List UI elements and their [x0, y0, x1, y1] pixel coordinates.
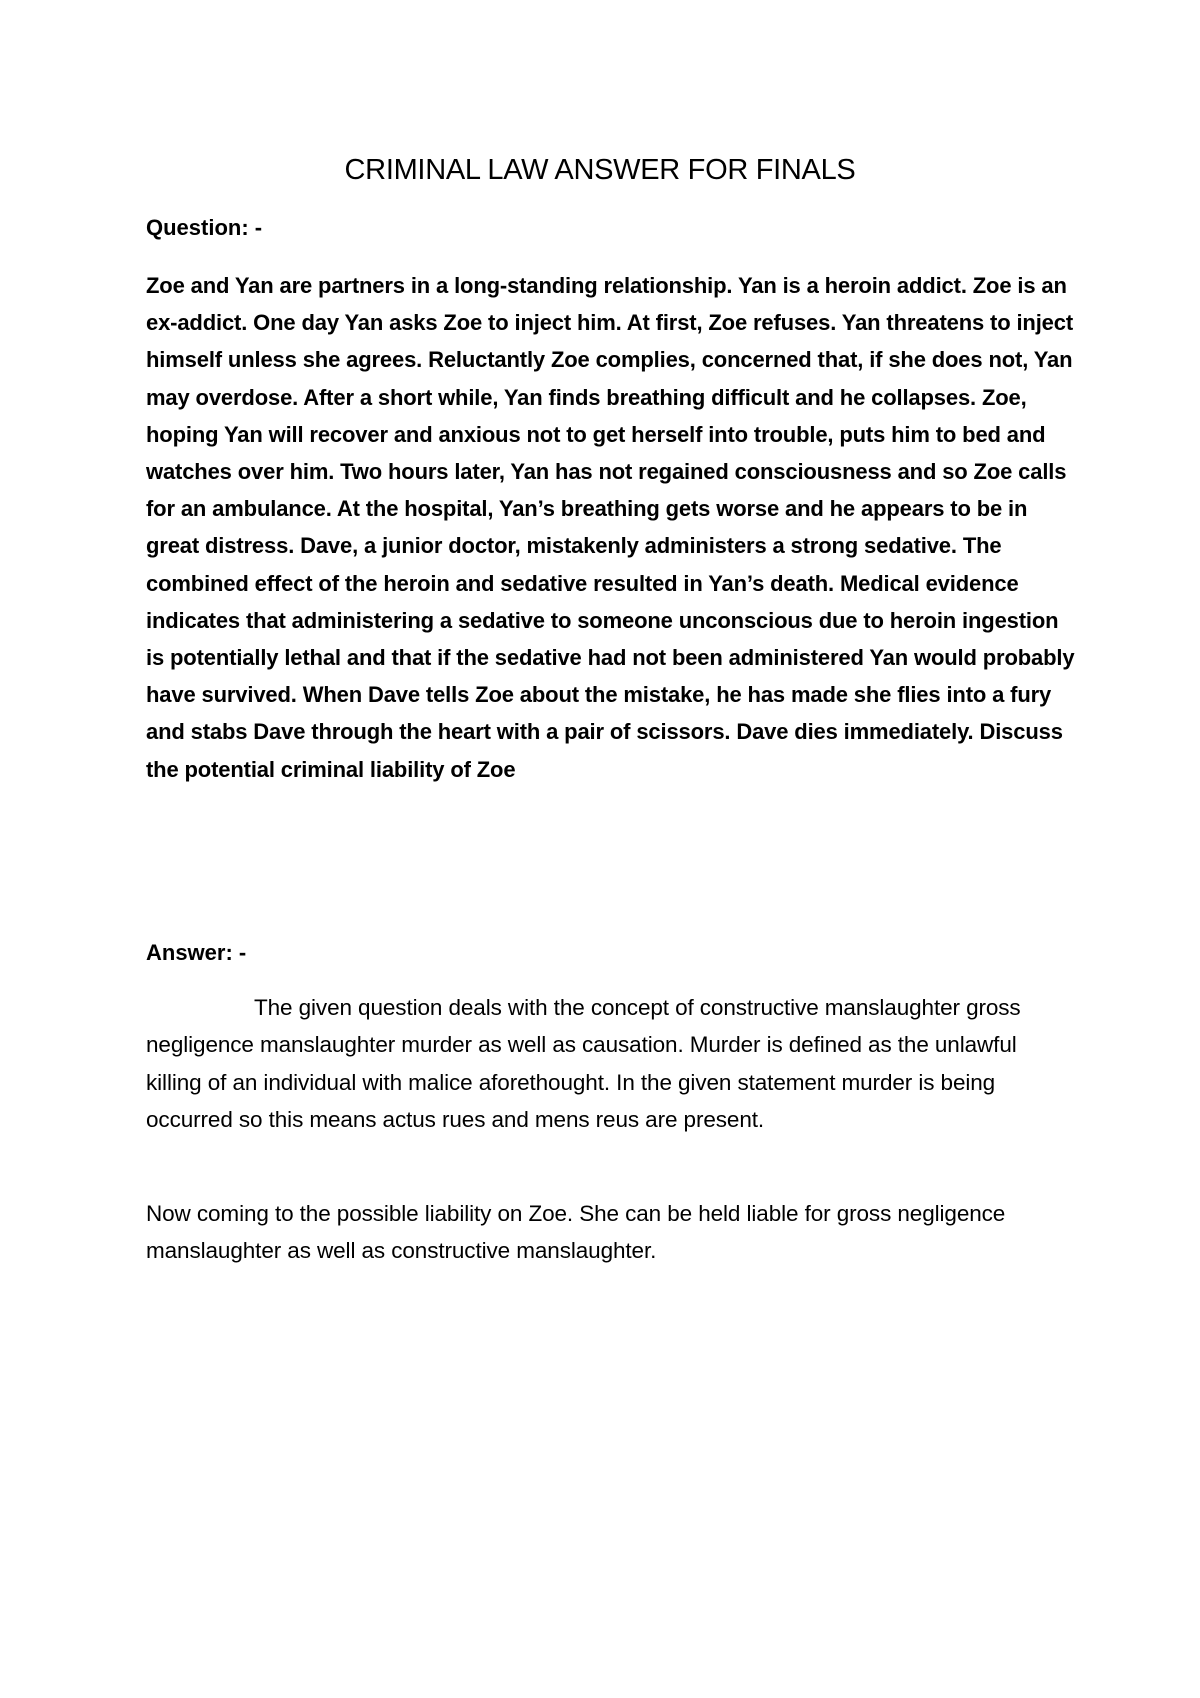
answer-label: Answer: - [146, 940, 247, 965]
document-title: CRIMINAL LAW ANSWER FOR FINALS [344, 154, 856, 186]
question-text: Zoe and Yan are partners in a long-standing relationship. Yan is a heroin addict. Zoe is an ex-addict. One day Yan asks Zoe to inject him. At first, Zoe refuses. Yan threatens to inject himself unless she agrees. Reluctantly Zoe complies, concerned that, if she does not, Yan may overdose. After a short while, Yan finds breathing difficult and he collapses. Zoe, hoping Yan will recover and anxious not to get herself into trouble, puts him to bed and watches over him. Two hours later, Yan has not regained consciousness and so Zoe calls for an ambulance. At the hospital, Yan’s breathing gets worse and he appears to be in great distress. Dave, a junior doctor, mistakenly administers a strong sedative. The combined effect of the heroin and sedative resulted in Yan’s death. Medical evidence indicates that administering a sedative to someone unconscious due to heroin ingestion is potentially lethal and that if the sedative had not been administered Yan would probably have survived. When Dave tells Zoe about the mistake, he has made she flies into a fury and stabs Dave through the heart with a pair of scissors. Dave dies immediately. Discuss the potential criminal liability of Zoe [146, 273, 1075, 782]
answer-paragraph: The given question deals with the concept of constructive manslaughter gross negligence manslaughter murder as well as causation. Murder is defined as the unlawful killing of an individual with malice aforethought. In the given statement murder is being occurred so this means actus rues and mens reus are present. [146, 995, 1021, 1133]
question-label: Question: - [146, 215, 263, 240]
answer-paragraph: Now coming to the possible liability on Zoe. She can be held liable for gross negligence manslaughter as well as constructive manslaughter. [146, 1201, 1006, 1264]
